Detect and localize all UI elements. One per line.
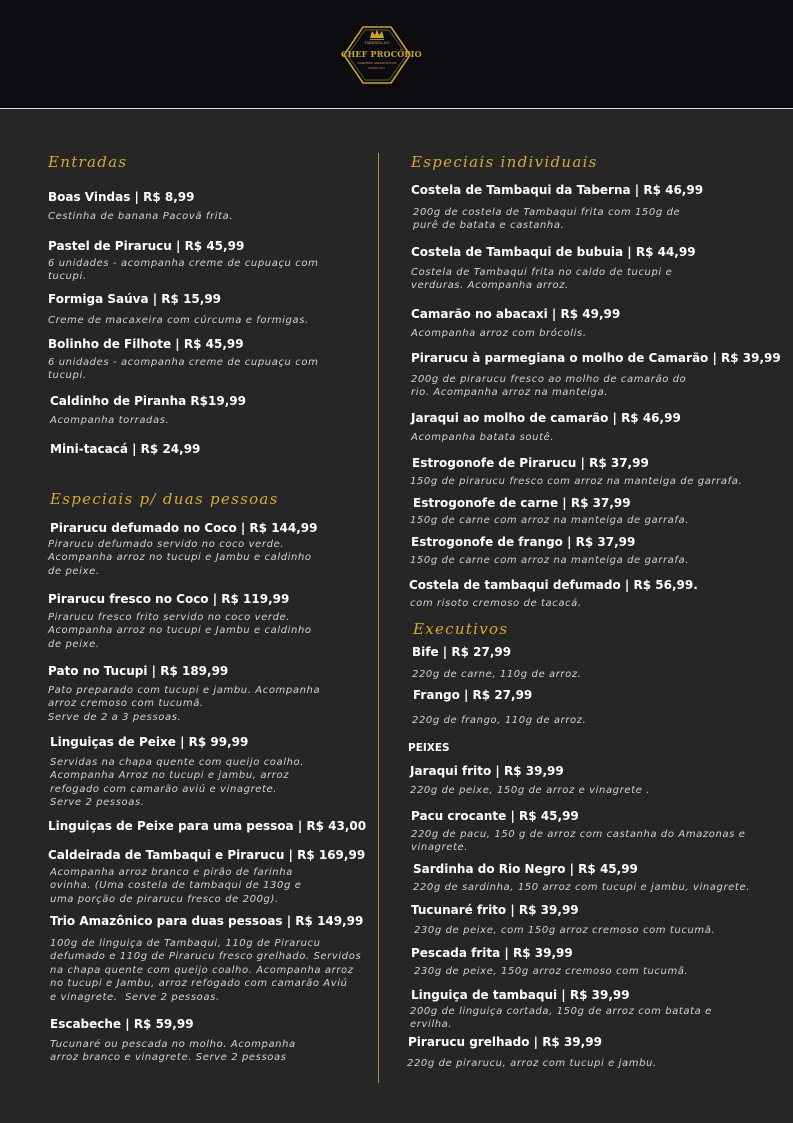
menu-item-name: Bife | R$ 27,99 — [412, 645, 512, 659]
menu-item-name: Pirarucu defumado no Coco | R$ 144,99 — [50, 521, 318, 535]
menu-item-name: Pastel de Pirarucu | R$ 45,99 — [48, 239, 245, 253]
menu-item-desc: com risoto cremoso de tacacá. — [410, 598, 582, 609]
section-label-peixes: PEIXES — [408, 742, 450, 754]
menu-item-desc: Pato preparado com tucupi e jambu. Acompanha arroz cremoso com tucumã. Serve de 2 a 3 pessoas. — [48, 685, 321, 723]
menu-item-desc: 220g de sardinha, 150 arroz com tucupi e jambu, vinagrete. — [413, 882, 750, 893]
menu-item-name: Costela de Tambaqui da Taberna | R$ 46,99 — [411, 183, 704, 197]
menu-item-name: Linguiças de Peixe para uma pessoa | R$ 43,00 — [48, 819, 367, 833]
menu-item-name: Linguiças de Peixe | R$ 99,99 — [50, 735, 249, 749]
section-title-duas-pessoas: Especiais p/ duas pessoas — [50, 490, 279, 508]
restaurant-logo — [341, 21, 422, 89]
logo-line-4: DESDE 2011 — [368, 67, 386, 70]
menu-header — [0, 0, 793, 109]
menu-item-desc: 230g de peixe, com 150g arroz cremoso com tucumã. — [414, 925, 716, 936]
menu-item-desc: Pirarucu defumado servido no coco verde. Acompanha arroz no tucupi e Jambu e caldinho de peixe. — [48, 539, 312, 577]
menu-item-name: Mini-tacacá | R$ 24,99 — [50, 442, 201, 456]
section-title-executivos: Executivos — [413, 620, 509, 638]
menu-item-name: Tucunaré frito | R$ 39,99 — [411, 903, 579, 917]
menu-item-desc: Servidas na chapa quente com queijo coalho. Acompanha Arroz no tucupi e jambu, arroz refogado com camarão aviú e vinagrete. Serve 2 pessoas. — [50, 757, 305, 809]
menu-item-desc: 200g de costela de Tambaqui frita com 150g de purê de batata e castanha. — [413, 207, 681, 232]
menu-item-desc: Costela de Tambaqui frita no caldo de tucupi e verduras. Acompanha arroz. — [411, 267, 673, 292]
logo-line-2: CHEF PROCÓPIO — [341, 49, 422, 59]
menu-item-name: Pirarucu grelhado | R$ 39,99 — [408, 1035, 602, 1049]
menu-item-name: Pescada frita | R$ 39,99 — [411, 946, 573, 960]
menu-item-name: Bolinho de Filhote | R$ 45,99 — [48, 337, 244, 351]
menu-item-name: Boas Vindas | R$ 8,99 — [48, 190, 195, 204]
menu-item-desc: 6 unidades - acompanha creme de cupuaçu com tucupi. — [48, 357, 319, 382]
menu-item-desc: 150g de pirarucu fresco com arroz na manteiga de garrafa. — [410, 476, 743, 487]
menu-item-desc: 220g de carne, 110g de arroz. — [412, 669, 582, 680]
menu-item-desc: Tucunaré ou pescada no molho. Acompanha arroz branco e vinagrete. Serve 2 pessoas — [50, 1039, 296, 1064]
menu-item-name: Jaraqui ao molho de camarão | R$ 46,99 — [411, 411, 681, 425]
menu-item-desc: 200g de pirarucu fresco ao molho de camarão do rio. Acompanha arroz na manteiga. — [411, 374, 687, 399]
menu-item-desc: Acompanha batata soutê. — [411, 432, 555, 443]
menu-item-name: Costela de tambaqui defumado | R$ 56,99. — [409, 578, 698, 592]
menu-item-desc: 100g de linguiça de Tambaqui, 110g de Pirarucu defumado e 110g de Pirarucu fresco grelhado. Servidos na chapa quente com queijo coalho. Acompanha arroz no tucupi e Jambu, arroz refogado com camarão Aviú e vinagrete. Serve 2 pessoas. — [50, 938, 362, 1003]
menu-item-name: Pirarucu fresco no Coco | R$ 119,99 — [48, 592, 290, 606]
menu-item-name: Formiga Saúva | R$ 15,99 — [48, 292, 222, 306]
section-title-individuais: Especiais individuais — [411, 153, 598, 171]
menu-item-name: Pacu crocante | R$ 45,99 — [411, 809, 579, 823]
menu-item-desc: 150g de carne com arroz na manteiga de garrafa. — [410, 555, 690, 566]
menu-item-name: Sardinha do Rio Negro | R$ 45,99 — [413, 862, 638, 876]
menu-item-desc: 220g de peixe, 150g de arroz e vinagrete . — [410, 785, 650, 796]
menu-item-desc: 230g de peixe, 150g arroz cremoso com tucumã. — [414, 966, 689, 977]
menu-item-desc: Pirarucu fresco frito servido no coco verde. Acompanha arroz no tucupi e Jambu e caldinho de peixe. — [48, 612, 312, 650]
section-title-entradas: Entradas — [48, 153, 128, 171]
logo-line-1: TABERNA DO — [364, 41, 390, 45]
menu-item-name: Costela de Tambaqui de bubuia | R$ 44,99 — [411, 245, 696, 259]
menu-item-name: Estrogonofe de frango | R$ 37,99 — [411, 535, 636, 549]
logo-line-3: SABORES AMAZÔNICOS — [357, 61, 397, 65]
menu-item-desc: Cestinha de banana Pacovã frita. — [48, 211, 234, 222]
menu-item-desc: 220g de pirarucu, arroz com tucupi e jambu. — [407, 1058, 657, 1069]
menu-item-desc: 200g de linguiça cortada, 150g de arroz com batata e ervilha. — [410, 1006, 712, 1031]
menu-item-desc: 150g de carne com arroz na manteiga de garrafa. — [410, 515, 690, 526]
menu-item-name: Estrogonofe de Pirarucu | R$ 37,99 — [412, 456, 649, 470]
menu-item-name: Caldeirada de Tambaqui e Pirarucu | R$ 169,99 — [48, 848, 366, 862]
menu-item-desc: 220g de frango, 110g de arroz. — [412, 715, 587, 726]
menu-item-name: Pirarucu à parmegiana o molho de Camarão | R$ 39,99 — [411, 351, 781, 365]
menu-item-desc: 220g de pacu, 150 g de arroz com castanha do Amazonas e vinagrete. — [411, 829, 746, 854]
menu-item-name: Camarão no abacaxi | R$ 49,99 — [411, 307, 621, 321]
column-divider — [378, 153, 379, 1083]
menu-item-name: Pato no Tucupi | R$ 189,99 — [48, 664, 229, 678]
menu-item-desc: 6 unidades - acompanha creme de cupuaçu com tucupi. — [48, 258, 319, 283]
menu-item-desc: Acompanha arroz com brócolis. — [411, 328, 587, 339]
menu-item-desc: Creme de macaxeira com cúrcuma e formigas. — [48, 315, 309, 326]
menu-item-name: Frango | R$ 27,99 — [413, 688, 533, 702]
menu-item-desc: Acompanha torradas. — [50, 415, 170, 426]
menu-item-name: Jaraqui frito | R$ 39,99 — [410, 764, 564, 778]
menu-item-name: Caldinho de Piranha R$19,99 — [50, 394, 246, 408]
menu-item-name: Linguiça de tambaqui | R$ 39,99 — [411, 988, 630, 1002]
menu-item-name: Trio Amazônico para duas pessoas | R$ 149,99 — [50, 914, 364, 928]
menu-item-name: Estrogonofe de carne | R$ 37,99 — [413, 496, 631, 510]
menu-item-desc: Acompanha arroz branco e pirão de farinha ovinha. (Uma costela de tambaqui de 130g e uma porção de pirarucu fresco de 200g). — [50, 867, 302, 905]
menu-item-name: Escabeche | R$ 59,99 — [50, 1017, 194, 1031]
